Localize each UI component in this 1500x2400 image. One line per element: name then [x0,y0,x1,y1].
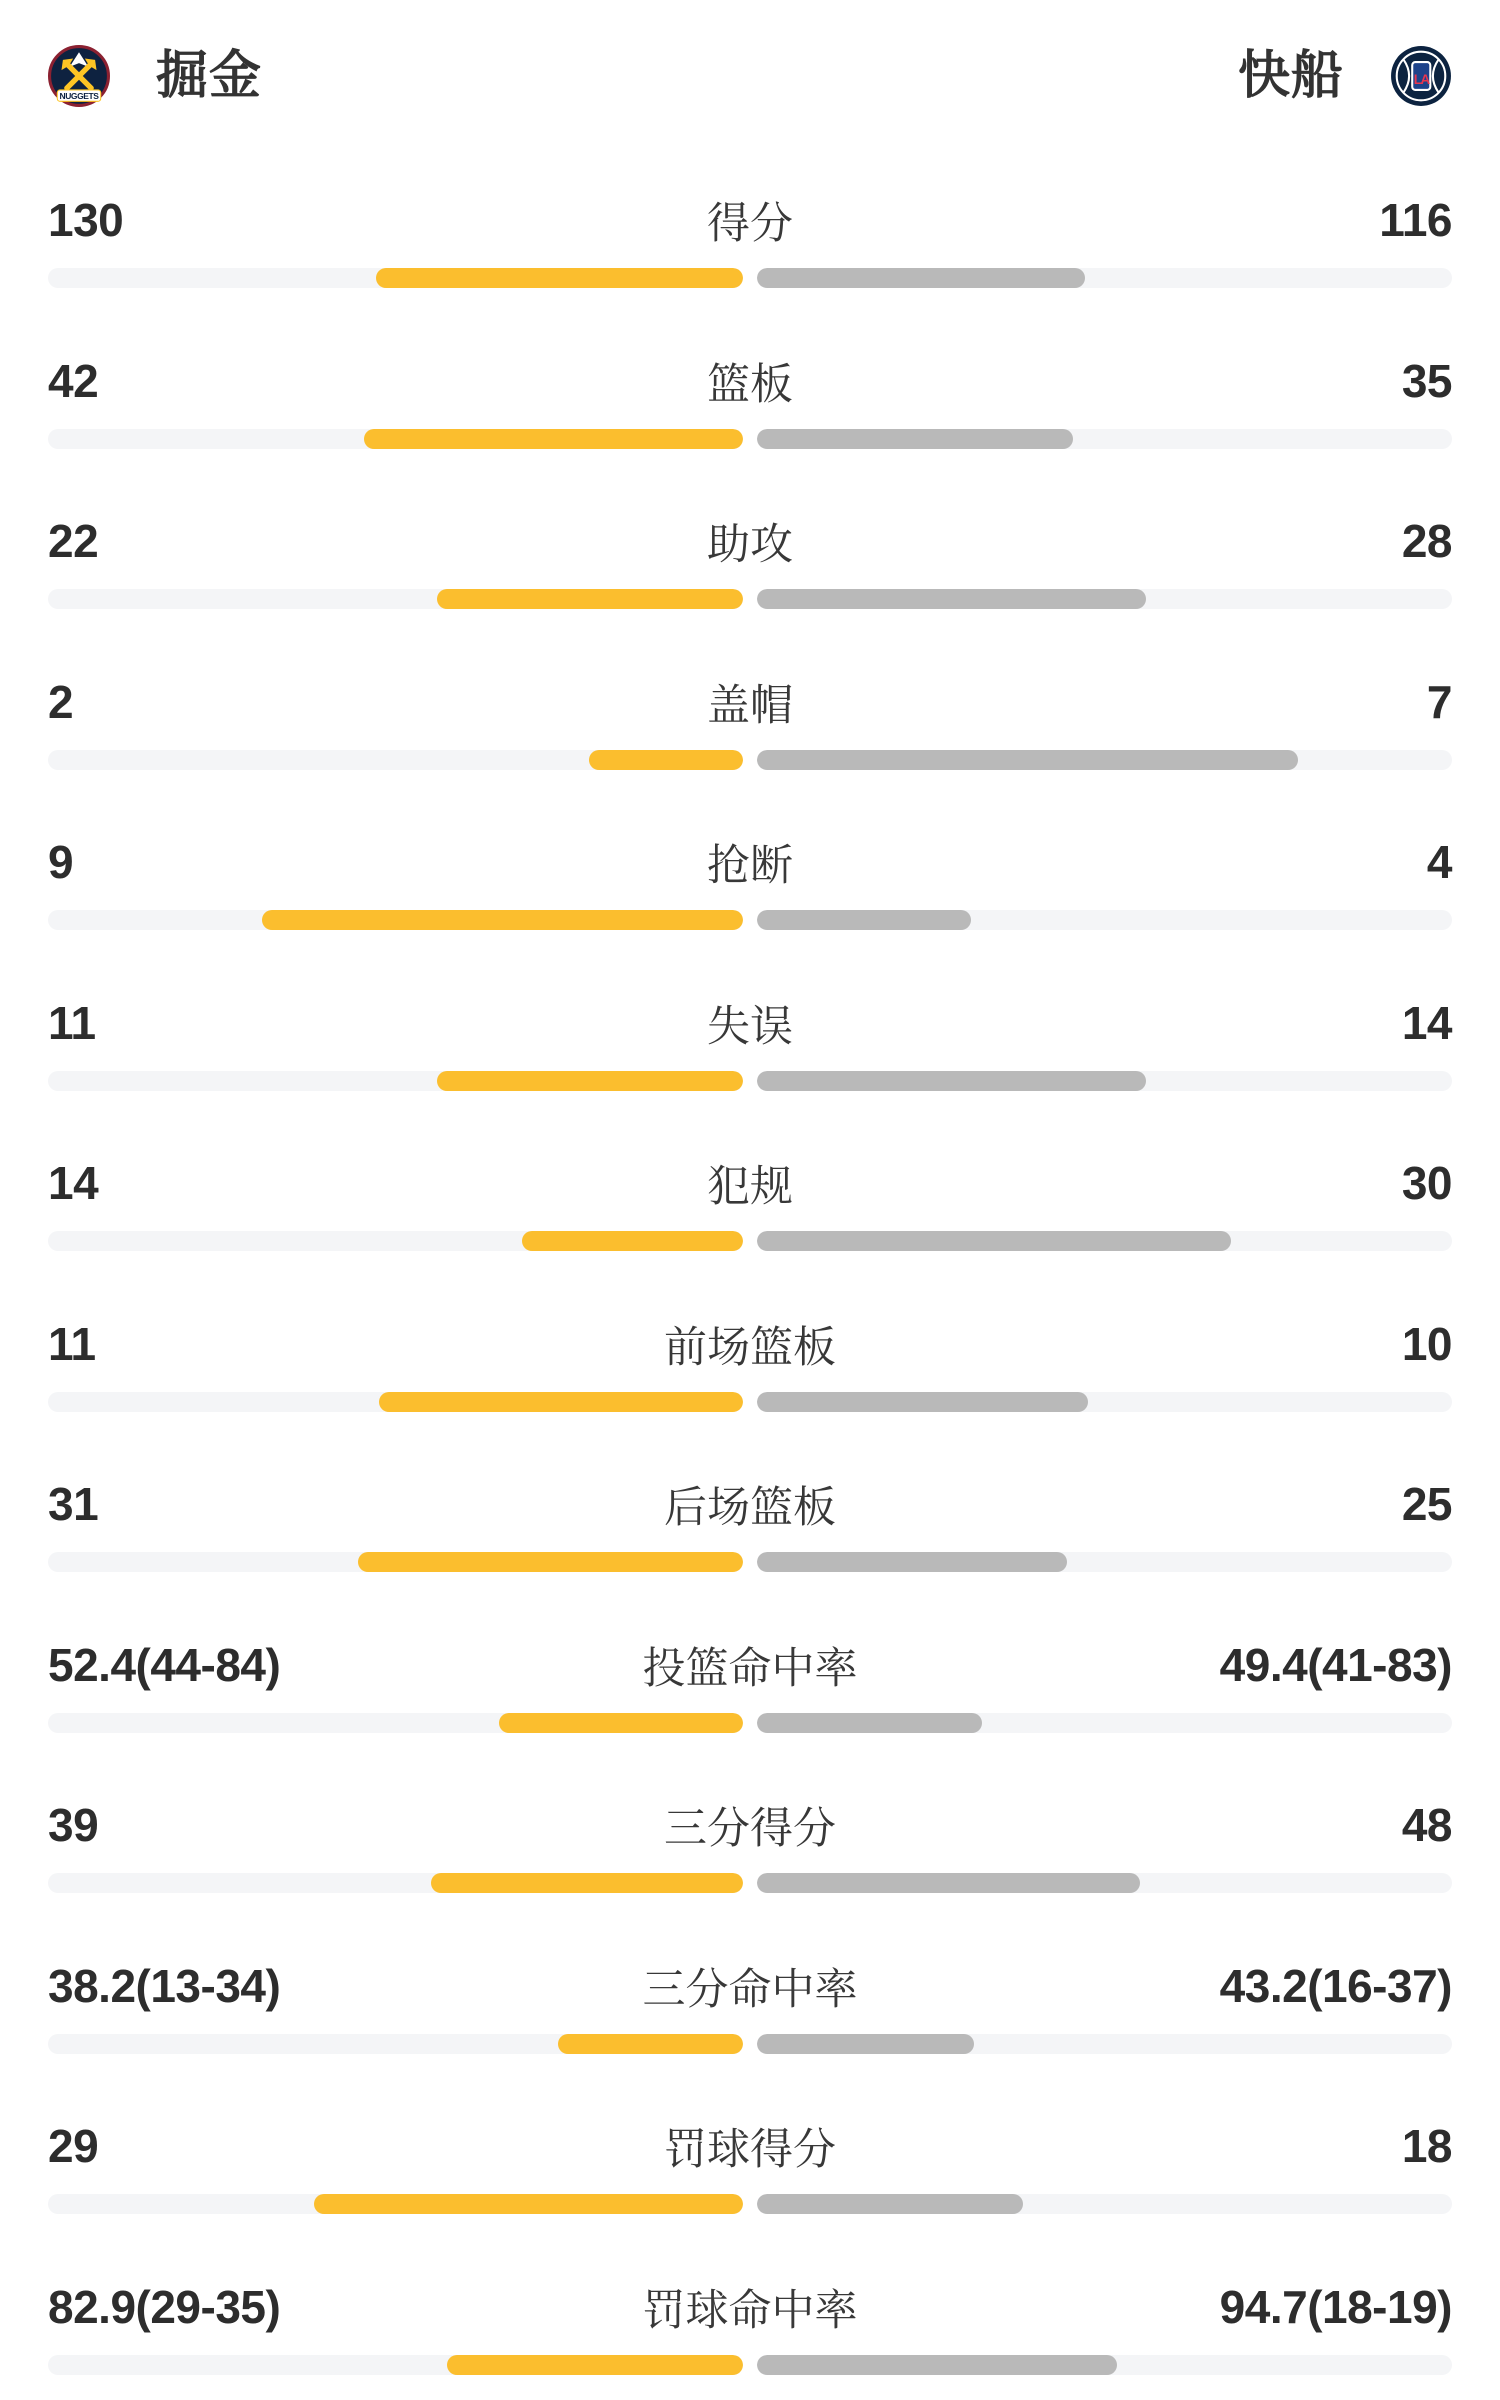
stat-bars [48,1392,1452,1412]
home-team-header[interactable] [48,45,262,107]
away-stat-value: 49.4(41-83) [1219,1638,1452,1691]
home-bar-track [48,429,743,449]
home-bar-track [48,1552,743,1572]
away-bar-fill [757,589,1146,609]
stat-row [48,1143,1452,1304]
stat-row [48,180,1452,341]
clippers-logo-icon [1390,45,1452,107]
away-bar-track [757,268,1452,288]
away-bar-track [757,1713,1452,1733]
stat-bars [48,1873,1452,1893]
stat-values-line [48,513,1452,569]
stat-row [48,1625,1452,1786]
stat-label: 抢断 [707,842,793,890]
stat-values-line [48,1476,1452,1532]
stat-label: 后场篮板 [664,1484,836,1532]
away-bar-track [757,1231,1452,1251]
away-bar-track [757,2355,1452,2375]
stat-values-line [48,674,1452,730]
stat-values-line [48,995,1452,1051]
stat-label: 助攻 [707,521,793,569]
away-bar-fill [757,1713,982,1733]
away-bar-fill [757,1552,1067,1572]
stat-bars [48,1071,1452,1091]
away-bar-fill [757,910,971,930]
stat-label: 罚球得分 [664,2126,836,2174]
stat-values-line [48,1797,1452,1853]
stat-label: 三分命中率 [642,1965,858,2014]
stat-label: 三分得分 [664,1805,836,1853]
stat-bars [48,589,1452,609]
away-bar-fill [757,750,1298,770]
home-stat-value: 2 [48,675,74,728]
away-stat-value: 43.2(16-37) [1219,1959,1452,2012]
away-team-name: 快船 [1237,47,1344,105]
away-bar-fill [757,1873,1140,1893]
home-stat-value: 130 [48,194,124,246]
away-bar-fill [757,2355,1117,2375]
home-bar-fill [437,1071,743,1091]
home-bar-track [48,750,743,770]
home-bar-fill [262,910,743,930]
away-stat-value: 48 [1401,1799,1452,1851]
home-bar-track [48,1392,743,1412]
home-bar-track [48,910,743,930]
stat-values-line [48,1316,1452,1372]
stat-bars [48,750,1452,770]
away-stat-value: 14 [1401,996,1452,1049]
home-bar-fill [499,1713,743,1733]
home-stat-value: 31 [48,1478,99,1530]
away-bar-fill [757,429,1073,449]
home-bar-fill [376,268,743,288]
home-bar-track [48,2355,743,2375]
stat-row [48,2267,1452,2400]
home-bar-fill [364,429,743,449]
stat-row [48,1464,1452,1625]
home-bar-track [48,1231,743,1251]
home-bar-track [48,2194,743,2214]
home-bar-fill [437,589,743,609]
home-stat-value: 22 [48,515,99,567]
stat-bars [48,1713,1452,1733]
svg-text:NUGGETS: NUGGETS [59,91,99,102]
home-stat-value: 9 [48,836,74,888]
home-stat-value: 11 [48,1317,96,1370]
away-bar-track [757,1873,1452,1893]
stat-row [48,341,1452,502]
stat-label: 失误 [707,1002,793,1051]
home-bar-track [48,1713,743,1733]
home-bar-track [48,1873,743,1893]
home-stat-value: 38.2(13-34) [48,1959,281,2012]
home-bar-fill [522,1231,743,1251]
away-bar-fill [757,268,1085,288]
home-stat-value: 82.9(29-35) [48,2280,281,2333]
away-bar-fill [757,1231,1231,1251]
home-bar-fill [314,2194,743,2214]
home-bar-track [48,1071,743,1091]
stat-label: 篮板 [707,360,793,409]
stat-values-line [48,1958,1452,2014]
stat-bars [48,2034,1452,2054]
stat-row [48,1946,1452,2107]
stat-bars [48,1552,1452,1572]
home-bar-fill [431,1873,743,1893]
away-stat-value: 94.7(18-19) [1219,2280,1452,2333]
away-stat-value: 30 [1401,1157,1452,1209]
home-bar-fill [379,1392,743,1412]
away-team-header[interactable] [1238,45,1452,107]
stat-row [48,983,1452,1144]
stats-list [48,180,1452,2400]
stat-values-line [48,192,1452,248]
away-bar-track [757,910,1452,930]
away-stat-value: 25 [1401,1478,1452,1530]
home-bar-track [48,589,743,609]
home-bar-track [48,268,743,288]
away-stat-value: 7 [1426,675,1452,728]
match-header [48,44,1452,108]
home-bar-track [48,2034,743,2054]
nuggets-logo-icon [48,45,110,107]
stat-bars [48,429,1452,449]
away-stat-value: 35 [1401,354,1452,407]
stat-label: 前场篮板 [664,1323,836,1372]
away-stat-value: 4 [1426,836,1452,888]
away-bar-track [757,2194,1452,2214]
stat-bars [48,268,1452,288]
stat-label: 投篮命中率 [642,1644,858,1693]
away-stat-value: 10 [1401,1317,1452,1370]
home-stat-value: 39 [48,1799,99,1851]
stat-values-line [48,834,1452,890]
home-stat-value: 29 [48,2120,99,2172]
away-stat-value: 18 [1401,2120,1452,2172]
stat-bars [48,1231,1452,1251]
away-bar-track [757,750,1452,770]
home-team-name: 掘金 [156,47,263,105]
away-bar-track [757,429,1452,449]
away-bar-track [757,589,1452,609]
home-stat-value: 14 [48,1157,99,1209]
stat-row [48,2106,1452,2267]
home-bar-fill [358,1552,743,1572]
away-bar-fill [757,1071,1146,1091]
away-stat-value: 116 [1379,194,1452,246]
home-stat-value: 42 [48,354,99,407]
away-stat-value: 28 [1401,515,1452,567]
stat-row [48,1785,1452,1946]
away-bar-track [757,1552,1452,1572]
stat-label: 犯规 [707,1163,793,1211]
stat-label: 盖帽 [707,681,793,730]
home-bar-fill [589,750,743,770]
stat-label: 得分 [707,200,793,248]
home-stat-value: 11 [48,996,96,1049]
stat-bars [48,910,1452,930]
stat-row [48,501,1452,662]
away-bar-track [757,1071,1452,1091]
stat-bars [48,2194,1452,2214]
stat-values-line [48,1637,1452,1693]
stat-values-line [48,1155,1452,1211]
svg-text:LA: LA [1413,71,1429,87]
home-stat-value: 52.4(44-84) [48,1638,281,1691]
stat-values-line [48,2118,1452,2174]
away-bar-fill [757,2034,974,2054]
stat-label: 罚球命中率 [642,2286,858,2335]
stat-values-line [48,2279,1452,2335]
stat-bars [48,2355,1452,2375]
stat-values-line [48,353,1452,409]
away-bar-fill [757,1392,1088,1412]
away-bar-track [757,1392,1452,1412]
stat-row [48,1304,1452,1465]
away-bar-track [757,2034,1452,2054]
home-bar-fill [558,2034,743,2054]
stat-row [48,662,1452,823]
away-bar-fill [757,2194,1023,2214]
home-bar-fill [447,2355,743,2375]
stat-row [48,822,1452,983]
